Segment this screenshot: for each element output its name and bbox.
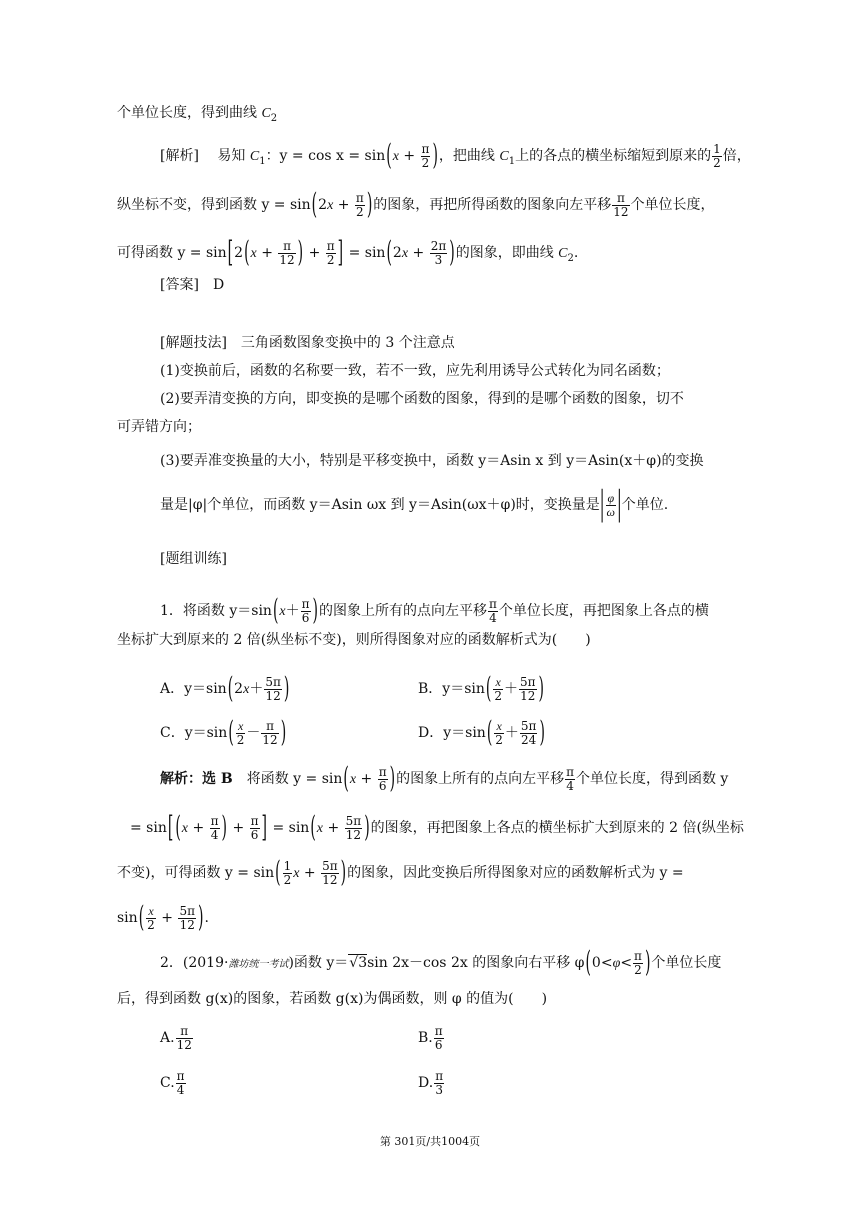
option-a[interactable]: A．y＝sin(2x＋ $\frac{5\pi}{12}$ ) [160,672,290,706]
tip-3: (3)要弄准变换量的大小，特别是平移变换中，函数 y＝Asin x 到 y＝Asin(x＋φ)的变换 [160,453,704,469]
solution-1-line2: = sin[ (x + $\frac{\pi}{4}$ ) + $\frac{\pi}{6}$ ] = sin(x + $\frac{5\pi}{12}$ )的图象，再把图象上各点的横坐标扩大到原来的 2 倍(纵坐标 [130,811,744,845]
tip-1: (1)变换前后，函数的名称要一致，若不一致，应先利用诱导公式转化为同名函数； [160,363,670,379]
text-line: [解析] 易知 $C_1$：y = cos x = sin(x + $\frac{\pi}{2}$ )，把曲线 $C_1$上的各点的横坐标缩短到原来的 $\frac{1}{2}$ 倍， [160,139,751,173]
answer-line [160,278,860,292]
q2-option-c[interactable]: C. $\frac{\pi}{4}$ [160,1069,185,1097]
analysis-label: [解析] [160,148,199,165]
question-1: 1．将函数 y＝sin(x＋ $\frac{\pi}{6}$ )的图象上所有的点向左平移 $\frac{\pi}{4}$ 个单位长度，再把图象上各点的横 [160,594,709,628]
group-title: [题组训练] [160,551,227,567]
text-line: 个单位长度，得到曲线 $C_2$ [117,105,278,124]
q2-option-a[interactable]: A. $\frac{\pi}{12}$ [160,1024,192,1052]
text-line: 可得函数 y = sin[2(x + $\frac{\pi}{12}$ ) + $\frac{\pi}{2}$ ] = sin(2x + $\frac{2\pi}{3}$ )的图象，即曲线 $C_2$. [117,236,579,270]
tips-title: [解题技法] 三角函数图象变换中的 3 个注意点 [160,335,455,351]
option-c[interactable]: C．y＝sin( $\frac{x}{2}$ － $\frac{\pi}{12}$ ) [160,716,287,750]
q2-option-d[interactable]: D. $\frac{\pi}{3}$ [418,1069,444,1097]
text-line: 纵坐标不变，得到函数 y = sin(2x + $\frac{\pi}{2}$ )的图象，再把所得函数的图象向左平移 $\frac{\pi}{12}$ 个单位长度， [117,188,715,222]
answer-value: D [212,277,225,293]
question-2: 2．(2019·潍坊统一考试)函数 y＝√3sin 2x－cos 2x 的图象向右平移 φ(0<φ< $\frac{\pi}{2}$ )个单位长度 [160,946,722,980]
option-d[interactable]: D．y＝sin( $\frac{x}{2}$ ＋ $\frac{5\pi}{24}$ ) [418,716,545,750]
question-2-cont: 后，得到函数 g(x)的图象，若函数 g(x)为偶函数，则 φ 的值为( ) [117,991,548,1007]
option-b[interactable]: B．y＝sin( $\frac{x}{2}$ ＋ $\frac{5\pi}{12}$ ) [418,672,544,706]
tip-2-cont: 可弄错方向； [117,419,201,435]
solution-1: 解析：选 B 将函数 y = sin(x + $\frac{\pi}{6}$ )的图象上所有的点向左平移 $\frac{\pi}{4}$ 个单位长度，得到函数 y [160,762,729,796]
solution-1-line3: 不变)，可得函数 y = sin( $\frac{1}{2}$ x + $\frac{5\pi}{12}$ )的图象，因此变换后所得图象对应的函数解析式为 y = [117,856,684,890]
answer-label: [答案] [160,277,199,293]
tip-3-cont: 量是|φ|个单位，而函数 y＝Asin ωx 到 y＝Asin(ωx＋φ)时，变换量是| $\frac{\varphi}{\omega}$ |个单位. [160,485,669,525]
solution-1-line4: sin( $\frac{x}{2}$ + $\frac{5\pi}{12}$ ). [117,901,209,935]
question-source: 潍坊统一考试 [228,959,289,971]
page-footer: 第 301页/共1004页 [379,1135,481,1148]
question-1-cont: 坐标扩大到原来的 2 倍(纵坐标不变)，则所得图象对应的函数解析式为( ) [117,632,591,648]
tip-2: (2)要弄清变换的方向，即变换的是哪个函数的图象，得到的是哪个函数的图象，切不 [160,391,684,407]
q2-option-b[interactable]: B. $\frac{\pi}{6}$ [418,1024,443,1052]
